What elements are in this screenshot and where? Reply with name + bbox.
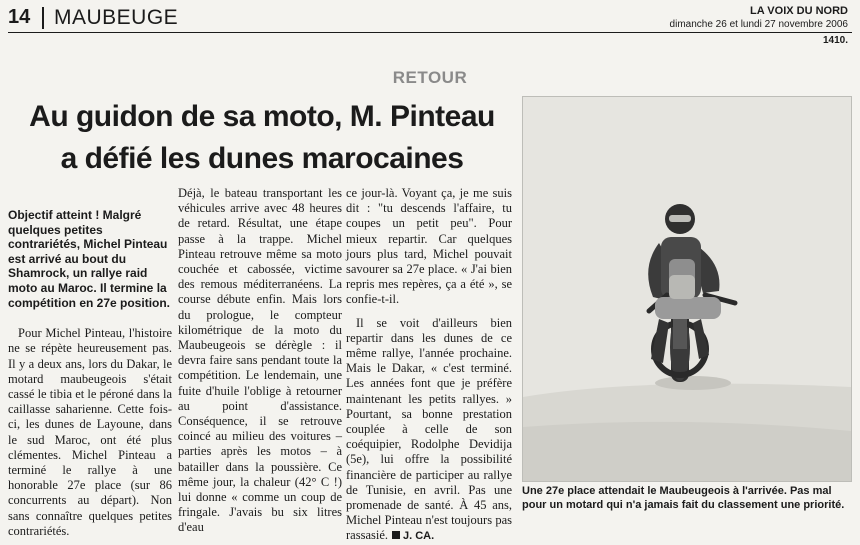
rally-photo (522, 96, 852, 482)
page-header (0, 0, 860, 44)
section-title: MAUBEUGE (54, 6, 179, 29)
column-2-paragraph: Déjà, le bateau transportant les véhicules arrive avec 48 heures de retard. Résultat, une étape passe à la trappe. Michel Pinteau retrouve même sa moto couchée et cabossée, victime des remous méditerranéens. La course débute enfin. Mais lors du prologue, le compteur kilométrique de la moto du Maubeugeois se dérègle : il devra faire sans pendant toute la compétition. Le lendemain, une fuite d'huile l'oblige à retourner au point d'assistance. Conséquence, il se retrouve coincé au milieu des voitures – parties après les motos – à batailler dans la poussière. Ce même jour, la chaleur (42° C !) lui donne « comme un coup de fringale. J'avais bu six litres d'eau (178, 186, 342, 535)
article-column-1 (8, 186, 172, 539)
photo-caption: Une 27e place attendait le Maubeugeois à l'arrivée. Pas mal pour un motard qui n'a jamais fait du classement une priorité. (522, 485, 845, 511)
column-3-paragraph-2 (346, 316, 512, 545)
page-number: 14 (8, 6, 31, 28)
page-code: 1410. (822, 35, 848, 46)
article-byline: J. CA. (403, 530, 435, 543)
newspaper-name: LA VOIX DU NORD (750, 5, 848, 17)
headline-line-2: a défié les dunes marocaines (60, 142, 464, 175)
article-column-2 (178, 186, 342, 536)
column-3-paragraph-1: ce jour-là. Voyant ça, je me suis dit : "tu descends l'affaire, tu coupes un petit peu". Pour mieux repartir. Car quelques jours plus tard, Michel pouvait savourer sa 27e place. « J'ai bien repris mes repères, ça a été », se confie-t-il. (346, 186, 512, 307)
byline-square-icon (392, 531, 400, 539)
column-3-paragraph-2-text: Il se voit d'ailleurs bien repartir dans les dunes de ce même rallye, l'année prochaine. Mais le Dakar, « c'est terminé. Les années font que je préfère maintenant les petits rallyes. » Pourtant, sa bonne prestation couplée à celle de son coéquipier, Rodolphe Devidija (5e), lui offre la possibilité financière de participer au rallye de Tunisie, en avril. Pas une promenade de santé. À 45 ans, Michel Pinteau n'est toujours pas rassasié. (346, 315, 512, 543)
article-kicker: RETOUR (392, 68, 468, 87)
publication-date: dimanche 26 et lundi 27 novembre 2006 (669, 19, 848, 30)
column-1-paragraph: Pour Michel Pinteau, l'histoire ne se répète heureusement pas. Il y a deux ans, lors du Dakar, le motard maubeugeois s'était cassé le tibia et le péroné dans la caillasse saharienne. Cette fois-ci, les dunes de Layoune, dans le sud Maroc, ont été plus clémentes. Michel Pinteau a terminé le rallye à une honorable 27e place (sur 86 concurrents au départ). Non sans connaître quelques petites contrariétés. (8, 326, 172, 538)
article-headline (8, 96, 516, 180)
article-lead: Objectif atteint ! Malgré quelques petites contrariétés, Michel Pinteau est arrivé au bout du Shamrock, un rallye raid moto au Maroc. Il termine la compétition en 27e position. (8, 208, 171, 310)
motorcyclist-illustration (523, 97, 851, 481)
header-rule (8, 32, 852, 33)
header-divider (42, 7, 44, 29)
headline-line-1: Au guidon de sa moto, M. Pinteau (29, 100, 495, 133)
article-column-3 (346, 186, 512, 545)
